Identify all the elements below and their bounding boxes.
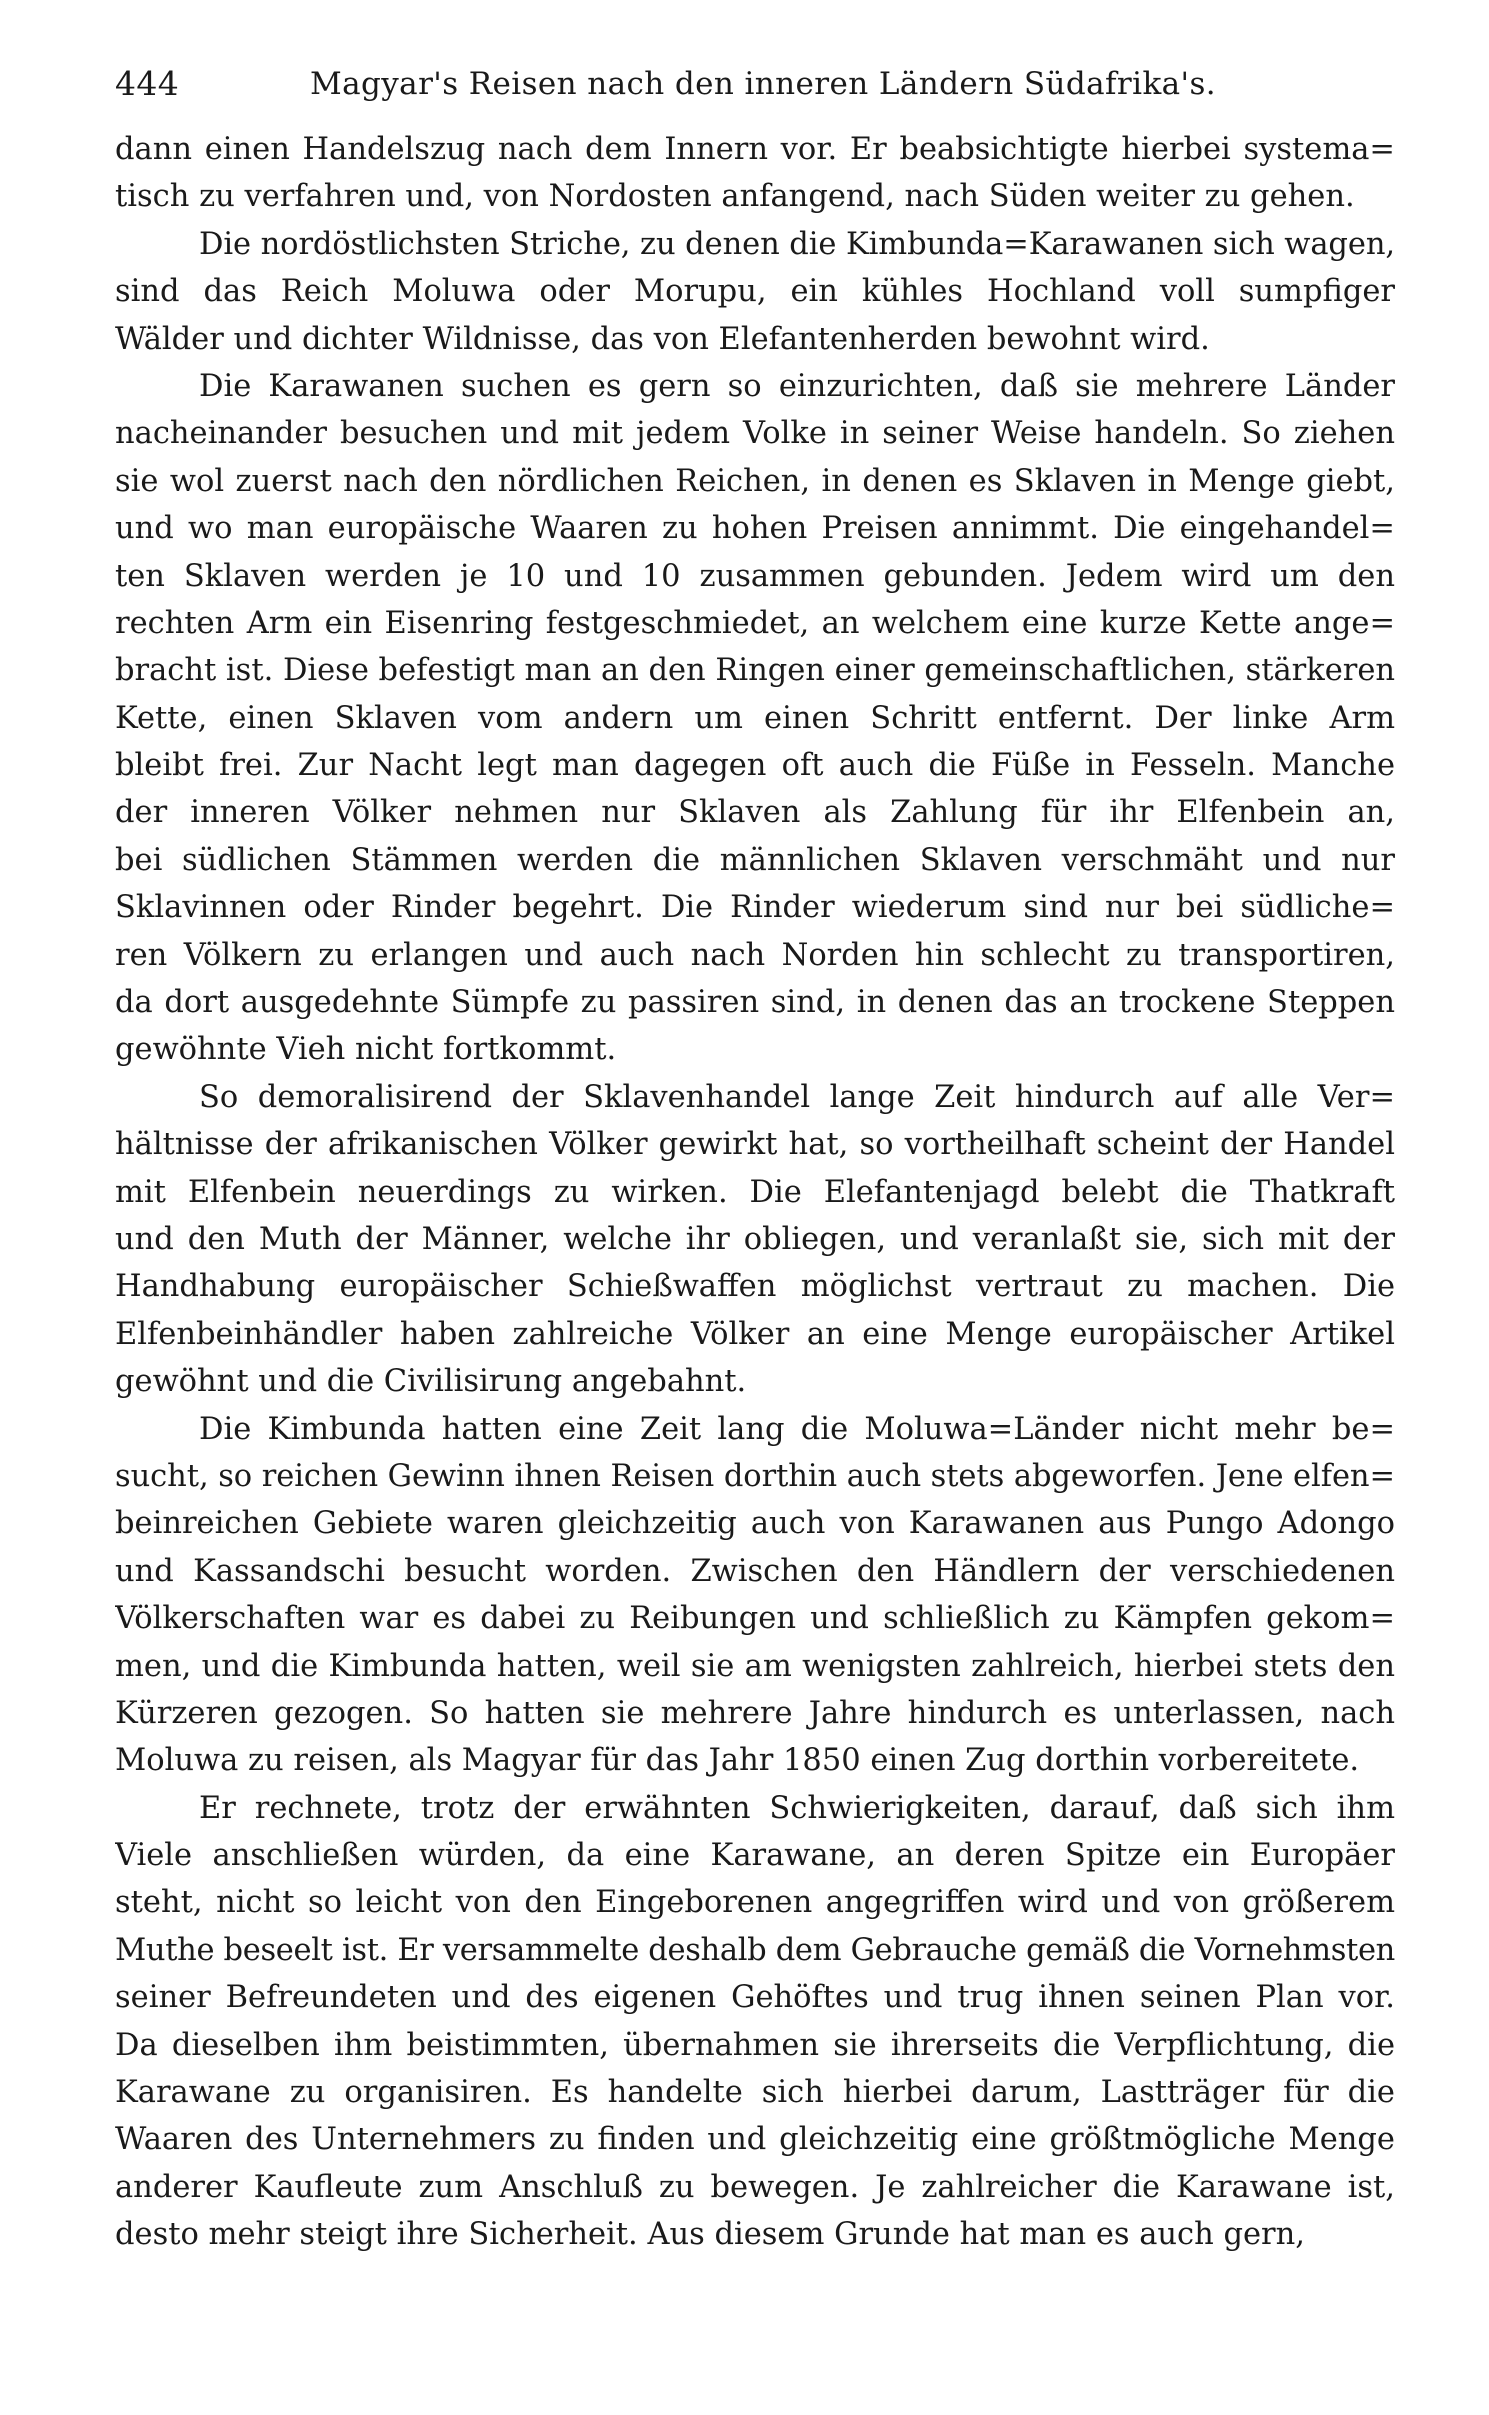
text-line: rechten Arm ein Eisenring festgeschmiedet, an welchem eine kurze Kette ange= <box>115 605 1395 641</box>
text-line: Moluwa zu reisen, als Magyar für das Jahr 1850 einen Zug dorthin vorbereitete. <box>115 1743 1360 1779</box>
text-line: sucht, so reichen Gewinn ihnen Reisen dorthin auch stets abgeworfen. Jene elfen= <box>115 1458 1395 1494</box>
text-line: steht, nicht so leicht von den Eingeborenen angegriffen wird und von größerem <box>115 1885 1395 1921</box>
text-line: Völkerschaften war es dabei zu Reibungen und schließlich zu Kämpfen gekom= <box>115 1601 1395 1637</box>
text-line: Muthe beseelt ist. Er versammelte deshalb dem Gebrauche gemäß die Vornehmsten <box>115 1932 1395 1968</box>
text-line: gewöhnt und die Civilisirung angebahnt. <box>115 1364 747 1400</box>
text-line: Die Karawanen suchen es gern so einzurichten, daß sie mehrere Länder <box>199 368 1395 404</box>
text-line: Er rechnete, trotz der erwähnten Schwierigkeiten, darauf, daß sich ihm <box>199 1790 1395 1826</box>
text-line: Elfenbeinhändler haben zahlreiche Völker an eine Menge europäischer Artikel <box>115 1316 1395 1352</box>
body-text <box>115 126 1395 2259</box>
text-line: der inneren Völker nehmen nur Sklaven als Zahlung für ihr Elfenbein an, <box>115 795 1395 831</box>
running-head: Magyar's Reisen nach den inneren Ländern Südafrika's. <box>310 66 1217 102</box>
text-line: und wo man europäische Waaren zu hohen Preisen annimmt. Die eingehandel= <box>115 511 1395 547</box>
text-line: Kürzeren gezogen. So hatten sie mehrere Jahre hindurch es unterlassen, nach <box>115 1695 1395 1731</box>
page-header <box>115 62 1400 106</box>
page-number: 444 <box>115 64 180 103</box>
text-line: Die Kimbunda hatten eine Zeit lang die Moluwa=Länder nicht mehr be= <box>199 1411 1395 1447</box>
text-line: bracht ist. Diese befestigt man an den Ringen einer gemeinschaftlichen, stärkeren <box>115 653 1395 689</box>
text-line: beinreichen Gebiete waren gleichzeitig auch von Karawanen aus Pungo Adongo <box>115 1506 1395 1542</box>
text-line: Kette, einen Sklaven vom andern um einen Schritt entfernt. Der linke Arm <box>115 700 1395 736</box>
text-line: Die nordöstlichsten Striche, zu denen die Kimbunda=Karawanen sich wagen, <box>199 226 1395 262</box>
text-line: nacheinander besuchen und mit jedem Volke in seiner Weise handeln. So ziehen <box>115 416 1395 452</box>
text-line: und den Muth der Männer, welche ihr obliegen, und veranlaßt sie, sich mit der <box>115 1221 1395 1257</box>
text-line: Wälder und dichter Wildnisse, das von Elefantenherden bewohnt wird. <box>115 321 1210 357</box>
text-line: tisch zu verfahren und, von Nordosten anfangend, nach Süden weiter zu gehen. <box>115 179 1355 215</box>
text-line: Sklavinnen oder Rinder begehrt. Die Rinder wiederum sind nur bei südliche= <box>115 890 1395 926</box>
text-line: gewöhnte Vieh nicht fortkommt. <box>115 1032 617 1068</box>
text-line: ren Völkern zu erlangen und auch nach Norden hin schlecht zu transportiren, <box>115 937 1395 973</box>
text-line: So demoralisirend der Sklavenhandel lange Zeit hindurch auf alle Ver= <box>199 1079 1395 1115</box>
text-line: desto mehr steigt ihre Sicherheit. Aus diesem Grunde hat man es auch gern, <box>115 2217 1305 2253</box>
text-line: anderer Kaufleute zum Anschluß zu bewegen. Je zahlreicher die Karawane ist, <box>115 2169 1395 2205</box>
text-line: bei südlichen Stämmen werden die männlichen Sklaven verschmäht und nur <box>115 842 1395 878</box>
text-line: sie wol zuerst nach den nördlichen Reichen, in denen es Sklaven in Menge giebt, <box>115 463 1395 499</box>
text-line: und Kassandschi besucht worden. Zwischen den Händlern der verschiedenen <box>115 1553 1395 1589</box>
text-line: seiner Befreundeten und des eigenen Gehöftes und trug ihnen seinen Plan vor. <box>115 1980 1395 2016</box>
text-line: men, und die Kimbunda hatten, weil sie am wenigsten zahlreich, hierbei stets den <box>115 1648 1395 1684</box>
text-line: sind das Reich Moluwa oder Morupu, ein kühles Hochland voll sumpfiger <box>115 274 1395 310</box>
text-line: Viele anschließen würden, da eine Karawane, an deren Spitze ein Europäer <box>115 1838 1395 1874</box>
text-line: hältnisse der afrikanischen Völker gewirkt hat, so vortheilhaft scheint der Handel <box>115 1127 1395 1163</box>
text-line: Da dieselben ihm beistimmten, übernahmen sie ihrerseits die Verpflichtung, die <box>115 2027 1395 2063</box>
text-line: ten Sklaven werden je 10 und 10 zusammen gebunden. Jedem wird um den <box>115 558 1395 594</box>
text-line: Waaren des Unternehmers zu finden und gleichzeitig eine größtmögliche Menge <box>115 2122 1395 2158</box>
text-line: Handhabung europäischer Schießwaffen möglichst vertraut zu machen. Die <box>115 1269 1395 1305</box>
text-line: mit Elfenbein neuerdings zu wirken. Die Elefantenjagd belebt die Thatkraft <box>115 1174 1395 1210</box>
text-line: Karawane zu organisiren. Es handelte sich hierbei darum, Lastträger für die <box>115 2075 1395 2111</box>
text-line: da dort ausgedehnte Sümpfe zu passiren sind, in denen das an trockene Steppen <box>115 985 1395 1021</box>
text-line: dann einen Handelszug nach dem Innern vor. Er beabsichtigte hierbei systema= <box>115 132 1395 167</box>
text-line: bleibt frei. Zur Nacht legt man dagegen oft auch die Füße in Fesseln. Manche <box>115 748 1395 784</box>
